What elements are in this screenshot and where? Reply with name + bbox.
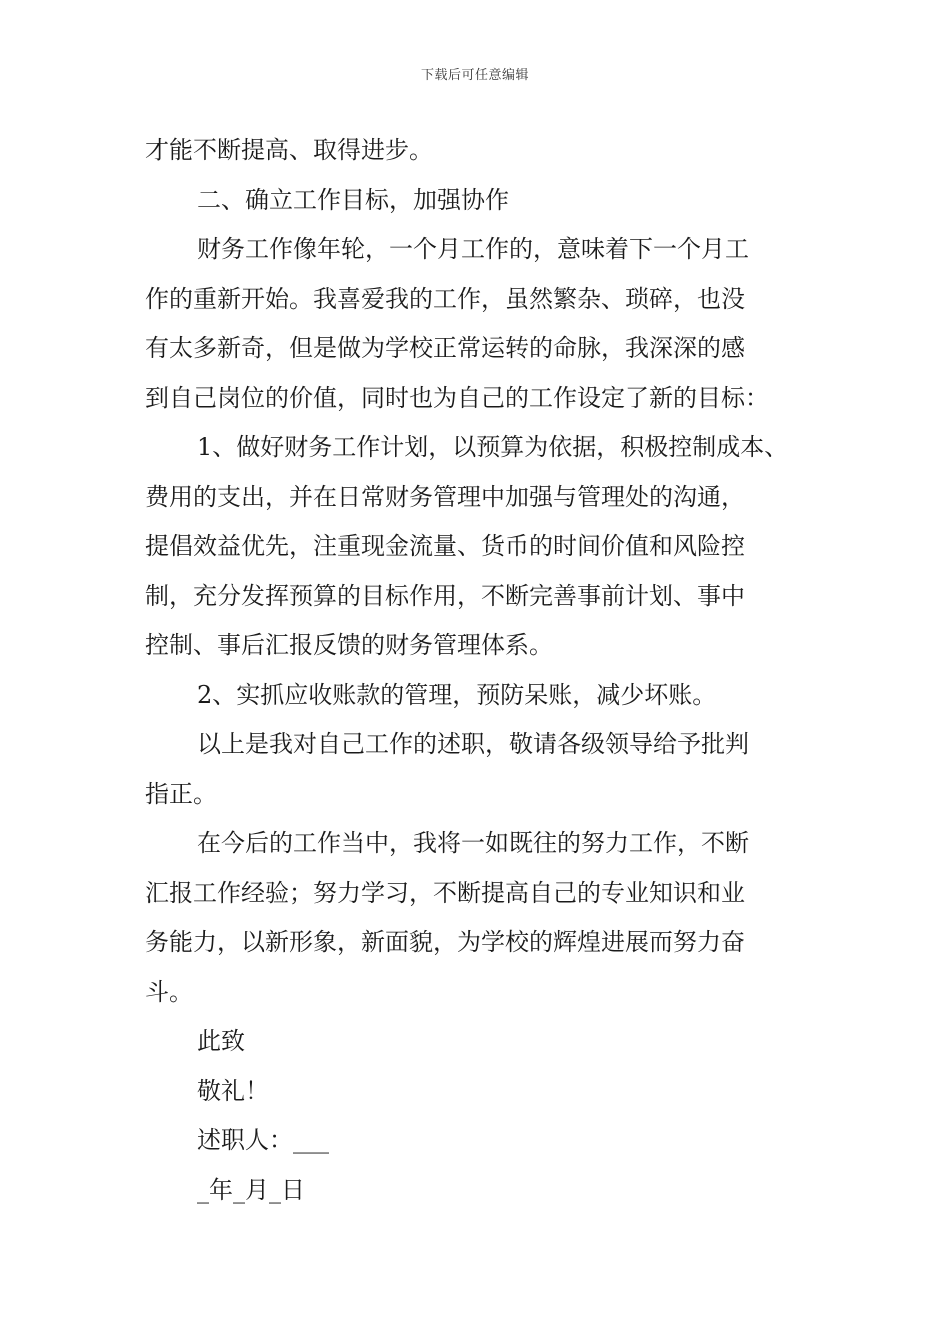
text-line: 汇报工作经验；努力学习，不断提高自己的专业知识和业 [145,878,745,907]
page-header: 下载后可任意编辑 [420,68,529,83]
closing-regards: 敬礼！ [197,1076,269,1105]
text-line: 指正。 [145,779,217,808]
text-line: 制，充分发挥预算的目标作用，不断完善事前计划、事中 [145,581,745,610]
date-line: _年_月_日 [197,1175,305,1204]
text-line: 才能不断提高、取得进步。 [145,136,433,164]
text-line: 务能力，以新形象，新面貌，为学校的辉煌进展而努力奋 [145,928,745,956]
closing-salutation: 此致 [197,1027,245,1055]
list-item: 1、做好财务工作计划，以预算为依据，积极控制成本、 [197,433,789,461]
document-body [145,126,835,1215]
signature-line: 述职人：___ [197,1126,329,1154]
section-heading: 二、确立工作目标，加强协作 [197,185,509,214]
list-item: 2、实抓应收账款的管理，预防呆账，减少坏账。 [197,680,717,709]
text-line: 费用的支出，并在日常财务管理中加强与管理处的沟通， [145,482,745,511]
text-line: 作的重新开始。我喜爱我的工作，虽然繁杂、琐碎，也没 [145,284,745,313]
text-line: 提倡效益优先，注重现金流量、货币的时间价值和风险控 [145,532,745,560]
text-line: 有太多新奇，但是做为学校正常运转的命脉，我深深的感 [145,334,745,362]
text-line: 在今后的工作当中，我将一如既往的努力工作，不断 [197,829,749,857]
text-line: 到自己岗位的价值，同时也为自己的工作设定了新的目标： [145,383,769,412]
text-line: 以上是我对自己工作的述职，敬请各级领导给予批判 [197,730,749,758]
text-line: 财务工作像年轮，一个月工作的，意味着下一个月工 [197,235,749,263]
text-line: 斗。 [145,977,193,1006]
text-line: 控制、事后汇报反馈的财务管理体系。 [145,631,553,659]
